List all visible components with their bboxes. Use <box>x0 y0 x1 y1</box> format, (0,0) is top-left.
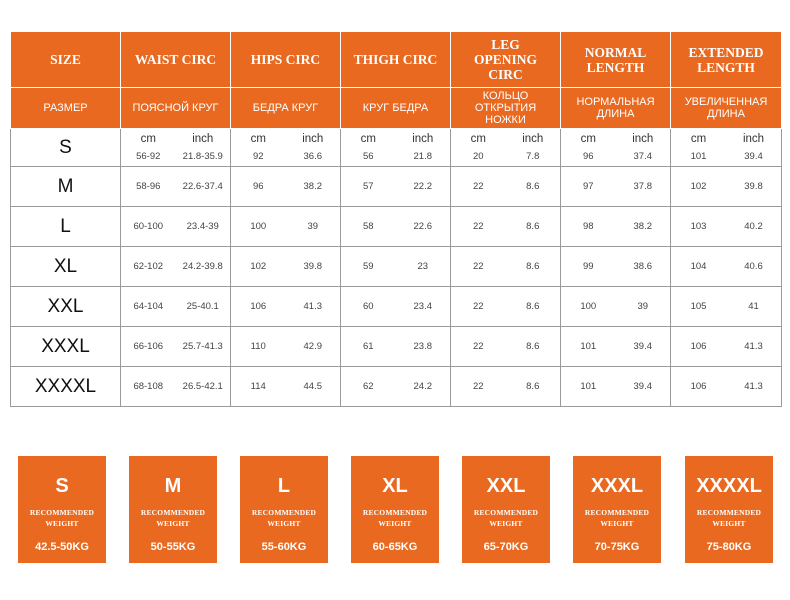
value-cm: 66-106 <box>133 341 164 352</box>
measurement-cell-hips <box>231 167 341 207</box>
value-inch: 22.6 <box>413 221 432 232</box>
unit-header <box>671 133 781 145</box>
value-inch: 40.6 <box>744 261 763 272</box>
value-cm: 58 <box>362 221 374 232</box>
measurement-cell-leg <box>451 167 561 207</box>
size-label: S <box>11 129 121 167</box>
measurement-cell-thigh <box>341 367 451 407</box>
value-inch: 36.6 <box>303 151 322 162</box>
measurement-cell-leg <box>451 367 561 407</box>
value-inch: 42.9 <box>303 341 322 352</box>
size-label: M <box>11 167 121 207</box>
value-cm: 22 <box>472 341 484 352</box>
measurement-cell-waist <box>121 327 231 367</box>
value-inch: 39.4 <box>633 341 652 352</box>
value-cm: 22 <box>472 381 484 392</box>
table-row <box>11 207 782 247</box>
card-recommended-label: RECOMMENDED WEIGHT <box>362 508 428 528</box>
value-cm: 110 <box>250 341 266 352</box>
weight-card <box>240 456 328 563</box>
measurement-cell-thigh <box>341 207 451 247</box>
measurement-cell-waist <box>121 247 231 287</box>
measurement-cell-thigh <box>341 287 451 327</box>
measurement-cell-leg <box>451 247 561 287</box>
measurement-cell-extended <box>671 247 782 287</box>
value-inch: 23.8 <box>413 341 432 352</box>
measurement-cell-waist <box>121 287 231 327</box>
table-row <box>11 287 782 327</box>
measurement-cell-normal <box>561 367 671 407</box>
value-cm: 101 <box>690 151 707 162</box>
header-extended-length: EXTENDED LENGTH <box>671 32 782 88</box>
card-weight: 70-75KG <box>594 541 640 553</box>
header-ru-extended-length: УВЕЛИЧЕННАЯ ДЛИНА <box>671 88 782 129</box>
value-cm: 106 <box>250 301 267 312</box>
value-inch: 39.8 <box>744 181 763 192</box>
value-cm: 22 <box>472 181 484 192</box>
value-inch: 41.3 <box>744 341 763 352</box>
value-inch: 41 <box>748 301 759 312</box>
value-cm: 20 <box>472 151 484 162</box>
value-cm: 57 <box>362 181 374 192</box>
value-cm: 96 <box>252 181 264 192</box>
card-size: M <box>164 475 182 497</box>
measurement-cell-extended <box>671 167 782 207</box>
value-inch: 23 <box>417 261 429 272</box>
measurement-cell-waist <box>121 129 231 167</box>
value-cm: 106 <box>690 341 707 352</box>
unit-inch: inch <box>522 133 544 145</box>
value-cm: 103 <box>690 221 707 232</box>
measurement-cell-normal <box>561 207 671 247</box>
header-waist: WAIST CIRC <box>121 32 231 88</box>
table-row <box>11 327 782 367</box>
size-label: XXXXL <box>11 367 121 407</box>
header-ru-hips: БЕДРА КРУГ <box>231 88 341 129</box>
card-size: XXL <box>486 475 526 497</box>
value-inch: 21.8-35.9 <box>182 151 223 162</box>
value-inch: 39 <box>637 301 649 312</box>
value-cm: 99 <box>582 261 594 272</box>
value-cm: 62-102 <box>133 261 164 272</box>
card-recommended-label: RECOMMENDED WEIGHT <box>696 508 762 528</box>
value-cm: 114 <box>250 381 266 392</box>
value-inch: 37.4 <box>633 151 652 162</box>
value-inch: 21.8 <box>413 151 432 162</box>
unit-cm: cm <box>690 133 707 145</box>
measurement-cell-normal <box>561 247 671 287</box>
measurement-cell-extended <box>671 129 782 167</box>
unit-cm: cm <box>580 133 596 145</box>
value-inch: 38.2 <box>633 221 652 232</box>
measurement-cell-hips <box>231 287 341 327</box>
value-inch: 38.6 <box>633 261 652 272</box>
header-thigh: THIGH CIRC <box>341 32 451 88</box>
card-weight: 75-80KG <box>706 541 752 553</box>
value-inch: 41.3 <box>744 381 763 392</box>
card-size: S <box>55 475 69 497</box>
unit-cm: cm <box>360 133 376 145</box>
value-inch: 26.5-42.1 <box>182 381 223 392</box>
card-weight: 55-60KG <box>261 541 307 553</box>
header-hips: HIPS CIRC <box>231 32 341 88</box>
measurement-cell-normal <box>561 287 671 327</box>
header-ru-waist: ПОЯСНОЙ КРУГ <box>121 88 231 129</box>
measurement-cell-extended <box>671 287 782 327</box>
value-inch: 8.6 <box>526 301 540 312</box>
value-cm: 64-104 <box>133 301 164 312</box>
value-inch: 39.4 <box>633 381 652 392</box>
value-inch: 24.2-39.8 <box>182 261 223 272</box>
value-inch: 8.6 <box>526 261 540 272</box>
value-cm: 92 <box>252 151 264 162</box>
card-size: XXXL <box>590 475 644 497</box>
header-row-russian <box>11 88 782 129</box>
measurement-cell-leg <box>451 207 561 247</box>
value-cm: 59 <box>362 261 374 272</box>
value-inch: 25-40.1 <box>186 301 219 312</box>
measurement-cell-normal <box>561 129 671 167</box>
header-ru-size: РАЗМЕР <box>11 88 121 129</box>
value-inch: 22.2 <box>413 181 432 192</box>
value-cm: 62 <box>362 381 374 392</box>
weight-card <box>462 456 550 563</box>
header-leg-opening: LEG OPENING CIRC <box>451 32 561 88</box>
measurement-cell-waist <box>121 367 231 407</box>
value-cm: 60 <box>362 301 374 312</box>
value-cm: 60-100 <box>133 221 164 232</box>
size-label: XXXL <box>11 327 121 367</box>
value-inch: 8.6 <box>526 381 540 392</box>
unit-inch: inch <box>192 133 214 145</box>
header-row-english <box>11 32 782 88</box>
measurement-cell-extended <box>671 367 782 407</box>
measurement-cell-hips <box>231 247 341 287</box>
card-weight: 65-70KG <box>483 541 529 553</box>
measurement-cell-hips <box>231 129 341 167</box>
card-recommended-label: RECOMMENDED WEIGHT <box>29 508 95 528</box>
header-ru-normal-length: НОРМАЛЬНАЯ ДЛИНА <box>561 88 671 129</box>
card-recommended-label: RECOMMENDED WEIGHT <box>251 508 317 528</box>
header-ru-leg-opening: КОЛЬЦО ОТКРЫТИЯ НОЖКИ <box>451 88 561 129</box>
header-ru-thigh: КРУГ БЕДРА <box>341 88 451 129</box>
value-cm: 105 <box>690 301 707 312</box>
value-inch: 40.2 <box>744 221 763 232</box>
measurement-cell-hips <box>231 207 341 247</box>
measurement-cell-hips <box>231 367 341 407</box>
measurement-cell-waist <box>121 207 231 247</box>
size-label: L <box>11 207 121 247</box>
value-cm: 106 <box>690 381 707 392</box>
value-inch: 38.2 <box>303 181 322 192</box>
value-inch: 23.4-39 <box>186 221 219 232</box>
value-inch: 22.6-37.4 <box>182 181 223 192</box>
value-cm: 101 <box>580 381 597 392</box>
value-inch: 8.6 <box>526 181 540 192</box>
value-cm: 101 <box>580 341 597 352</box>
value-inch: 23.4 <box>413 301 432 312</box>
value-cm: 102 <box>250 261 267 272</box>
value-cm: 102 <box>690 181 707 192</box>
value-cm: 100 <box>250 221 267 232</box>
value-inch: 41.3 <box>303 301 322 312</box>
measurement-cell-normal <box>561 167 671 207</box>
card-size: XL <box>382 475 408 497</box>
header-normal-length: NORMAL LENGTH <box>561 32 671 88</box>
value-inch: 25.7-41.3 <box>182 341 223 352</box>
value-cm: 96 <box>582 151 594 162</box>
measurement-cell-leg <box>451 327 561 367</box>
value-inch: 37.8 <box>633 181 652 192</box>
card-weight: 42.5-50KG <box>35 541 89 553</box>
weight-card <box>351 456 439 563</box>
value-cm: 61 <box>362 341 374 352</box>
weight-card <box>685 456 773 563</box>
table-row <box>11 247 782 287</box>
value-inch: 8.6 <box>526 341 540 352</box>
card-recommended-label: RECOMMENDED WEIGHT <box>584 508 650 528</box>
measurement-cell-thigh <box>341 167 451 207</box>
measurement-cell-thigh <box>341 129 451 167</box>
card-recommended-label: RECOMMENDED WEIGHT <box>140 508 206 528</box>
value-cm: 22 <box>472 301 484 312</box>
value-inch: 44.5 <box>303 381 322 392</box>
unit-cm: cm <box>250 133 266 145</box>
value-cm: 97 <box>582 181 594 192</box>
unit-header <box>341 133 450 145</box>
unit-cm: cm <box>470 133 486 145</box>
unit-header <box>451 133 560 145</box>
measurement-cell-waist <box>121 167 231 207</box>
size-chart-table <box>10 31 782 407</box>
value-cm: 98 <box>582 221 594 232</box>
card-size: L <box>277 475 291 497</box>
weight-card <box>18 456 106 563</box>
value-cm: 56-92 <box>136 151 161 162</box>
measurement-cell-thigh <box>341 327 451 367</box>
table-row <box>11 167 782 207</box>
measurement-cell-hips <box>231 327 341 367</box>
unit-inch: inch <box>742 133 765 145</box>
value-cm: 104 <box>690 261 707 272</box>
value-cm: 56 <box>362 151 374 162</box>
value-cm: 22 <box>472 261 484 272</box>
size-label: XXL <box>11 287 121 327</box>
measurement-cell-extended <box>671 327 782 367</box>
measurement-cell-extended <box>671 207 782 247</box>
unit-inch: inch <box>302 133 324 145</box>
measurement-cell-thigh <box>341 247 451 287</box>
weight-card <box>129 456 217 563</box>
unit-header <box>231 133 340 145</box>
measurement-cell-leg <box>451 129 561 167</box>
unit-cm: cm <box>140 133 156 145</box>
table-row <box>11 367 782 407</box>
value-inch: 39.8 <box>303 261 322 272</box>
card-recommended-label: RECOMMENDED WEIGHT <box>473 508 539 528</box>
value-inch: 39 <box>307 221 319 232</box>
value-cm: 68-108 <box>133 381 164 392</box>
weight-card <box>573 456 661 563</box>
value-inch: 24.2 <box>413 381 432 392</box>
value-inch: 39.4 <box>744 151 763 162</box>
unit-inch: inch <box>412 133 434 145</box>
card-weight: 50-55KG <box>150 541 196 553</box>
value-cm: 58-96 <box>136 181 161 192</box>
value-cm: 100 <box>580 301 597 312</box>
size-label: XL <box>11 247 121 287</box>
header-size: SIZE <box>11 32 121 88</box>
unit-header <box>121 133 230 145</box>
unit-inch: inch <box>632 133 654 145</box>
measurement-cell-leg <box>451 287 561 327</box>
card-weight: 60-65KG <box>372 541 418 553</box>
table-row <box>11 129 782 167</box>
value-inch: 8.6 <box>526 221 540 232</box>
value-cm: 22 <box>472 221 484 232</box>
unit-header <box>561 133 670 145</box>
value-inch: 7.8 <box>526 151 540 162</box>
card-size: XXXXL <box>696 475 762 497</box>
recommended-weight-cards <box>18 456 776 563</box>
measurement-cell-normal <box>561 327 671 367</box>
